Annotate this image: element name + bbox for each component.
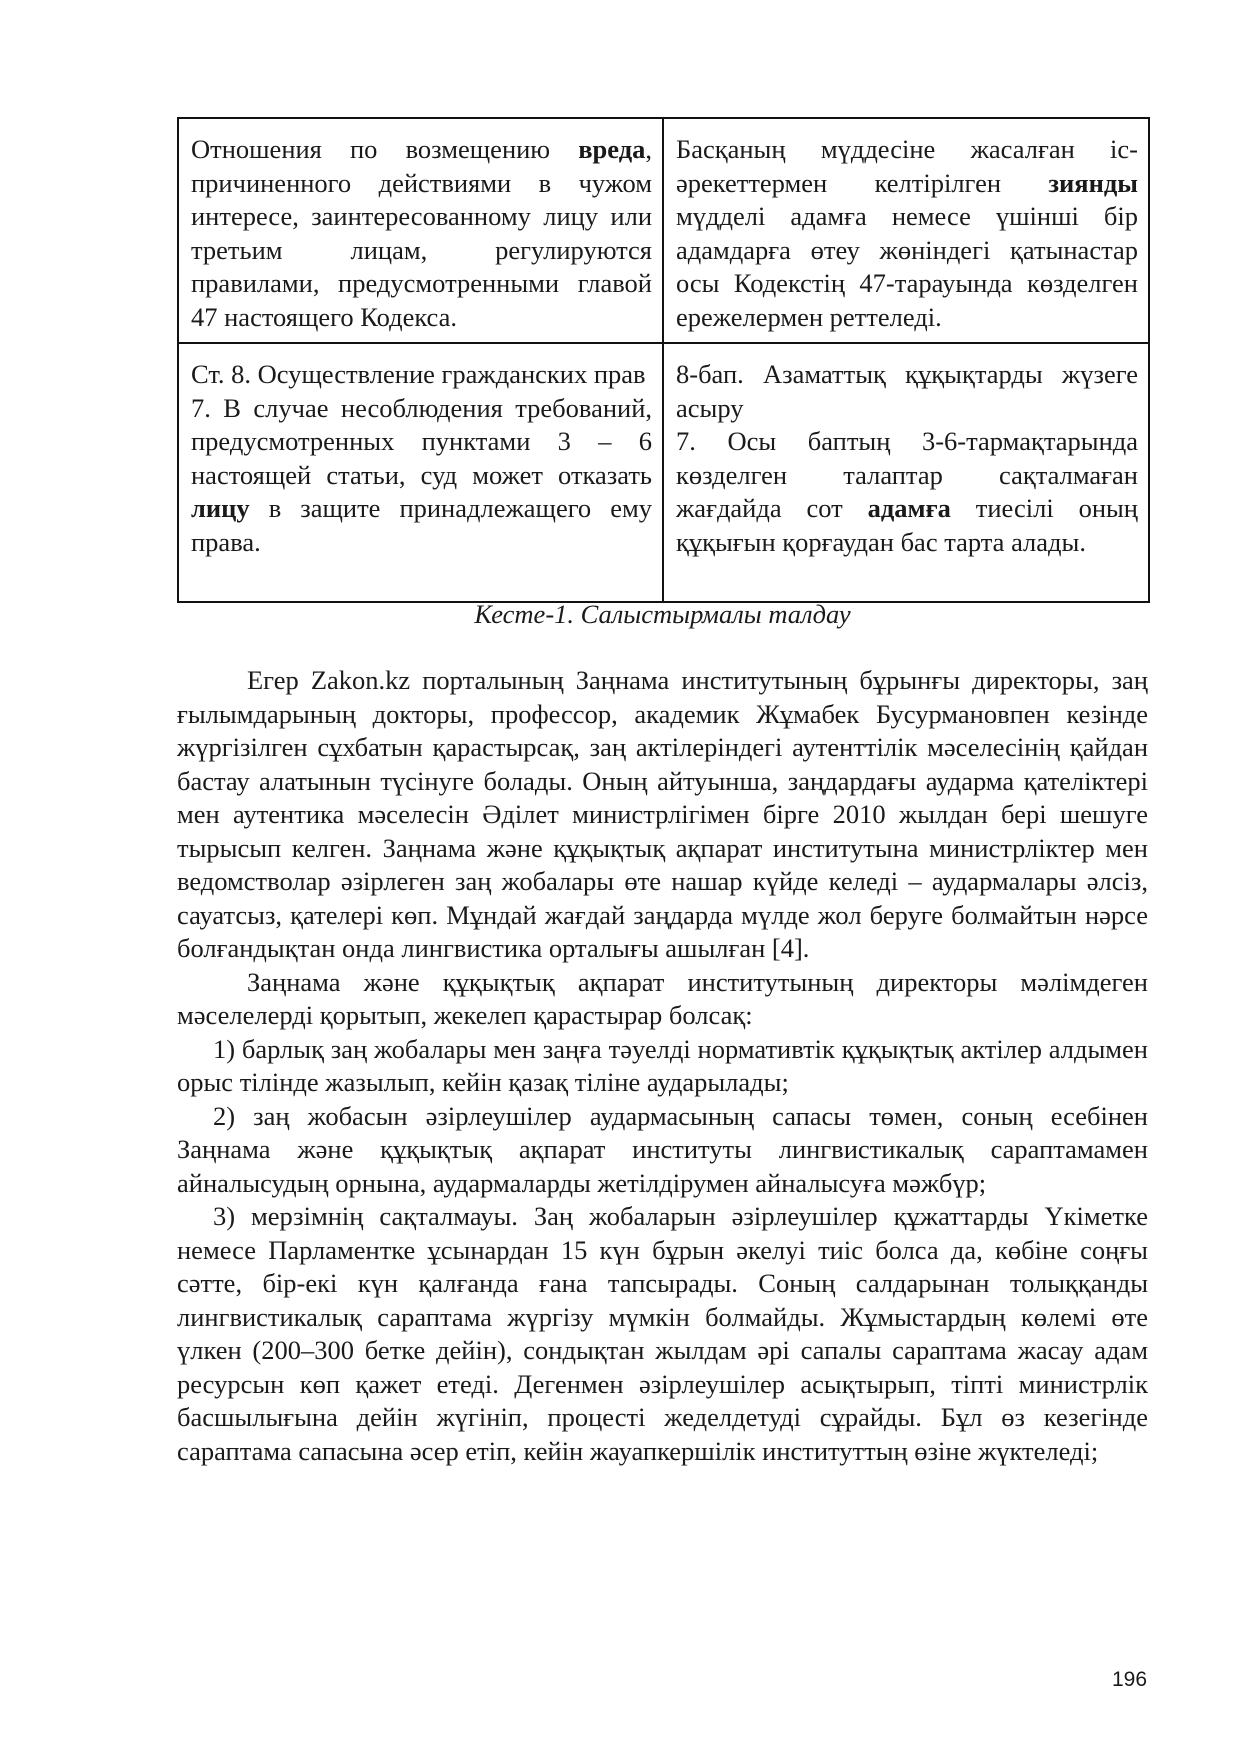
list-item: 3) мерзімнің сақталмауы. Заң жобаларын әзірлеушілер құжаттарды Үкіметке немесе Парламентке ұсынардан 15 күн бұрын әкелуі тиіс болса да, көбіне соңғы сәтте, бір-екі күн қалғанда ғана тапсырады. Соның салдарынан толыққанды лингвистикалық сараптама жүргізу мүмкін болмайды. Жұмыстардың көлемі өте үлкен (200–300 бетке дейін), сондықтан жылдам әрі сапалы сараптама жасау адам ресурсын көп қажет етеді. Дегенмен әзірлеушілер асықтырып, тіпті министрлік басшылығына дейін жүгініп, процесті жеделдетуді сұрайды. Бұл өз кезегінде сараптама сапасына әсер етіп, кейін жауапкершілік институттың өзіне жүктеледі; — [177, 1201, 1148, 1466]
table-caption: Кесте-1. Салыстырмалы талдау — [474, 599, 851, 629]
article-heading: Ст. 8. Осуществление гражданских прав — [191, 359, 646, 389]
bold-term: лицу — [191, 493, 250, 523]
bold-term: вреда — [578, 134, 646, 164]
table-cell-russian — [178, 343, 663, 602]
table-row — [178, 118, 1149, 343]
list-item: 1) барлық заң жобалары мен заңға тәуелді нормативтік құқықтық актілер алдымен орыс тілінде жазылып, кейін қазақ тіліне аударылады; — [177, 1033, 1148, 1097]
cell-text: мүдделі адамға немесе үшінші бір адамдарға өтеу жөніндегі қатынастар осы Кодекстің 47-тарауында көзделген ережелермен реттеледі. — [676, 201, 1138, 332]
cell-text: , причиненного действиями в чужом интересе, заинтересованному лицу или третьим лицам, регулируются правилами, предусмотренными главой 47 настоящего Кодекса. — [191, 134, 652, 332]
article-heading: 8-бап. Азаматтық құқықтарды жүзеге асыру — [676, 359, 1138, 423]
cell-text: тиесілі оның құқығын қорғаудан бас тарта алады. — [676, 493, 1138, 557]
cell-text: 7. В случае несоблюдения требований, предусмотренных пунктами 3 – 6 настоящей статьи, суд может отказать — [191, 392, 652, 490]
page-number: 196 — [1112, 1668, 1148, 1691]
body-text — [177, 664, 1148, 1468]
table-cell-russian — [178, 118, 663, 343]
cell-text: 7. Осы баптың 3-6-тармақтарында көзделген талаптар сақталмаған жағдайда сот — [676, 426, 1138, 523]
table-row — [178, 343, 1149, 602]
paragraph: Заңнама және құқықтық ақпарат институтының директоры мәлімдеген мәселелерді қорытып, жекелеп қарастырар болсақ: — [177, 966, 1148, 1030]
table-cell-kazakh — [663, 118, 1149, 343]
bold-term: зиянды — [1048, 167, 1138, 198]
cell-text: Отношения по возмещению — [191, 134, 579, 164]
table-cell-kazakh — [663, 343, 1149, 602]
paragraph: Егер Zakon.kz порталының Заңнама институтының бұрынғы директоры, заң ғылымдарының докторы, профессор, академик Жұмабек Бусурмановпен кезінде жүргізілген сұхбатын қарастырсақ, заң актілеріндегі аутенттілік мәселесінің қайдан бастау алатынын түсінуге болады. Оның айтуынша, заңдардағы аударма қателіктері мен аутентика мәселесін Әділет министрлігімен бірге 2010 жылдан бері шешуге тырысып келген. Заңнама және құқықтық ақпарат институтына министрліктер мен ведомстволар әзірлеген заң жобалары өте нашар күйде келеді – аудармалары әлсіз, сауатсыз, қателері көп. Мұндай жағдай заңдарда мүлде жол беруге болмайтын нәрсе болғандықтан онда лингвистика орталығы ашылған [4]. — [177, 665, 1148, 963]
cell-text: в защите принадлежащего ему права. — [191, 493, 652, 557]
comparison-table — [177, 117, 1150, 603]
cell-text: Басқаның мүддесіне жасалған іс-әрекеттермен келтірілген — [676, 134, 1138, 198]
bold-term: адамға — [867, 493, 951, 523]
list-item: 2) заң жобасын әзірлеушілер аудармасының сапасы төмен, соның есебінен Заңнама және құқықтық ақпарат институты лингвистикалық сараптамамен айналысудың орнына, аудармаларды жетілдірумен айналысуға мәжбүр; — [177, 1100, 1148, 1198]
